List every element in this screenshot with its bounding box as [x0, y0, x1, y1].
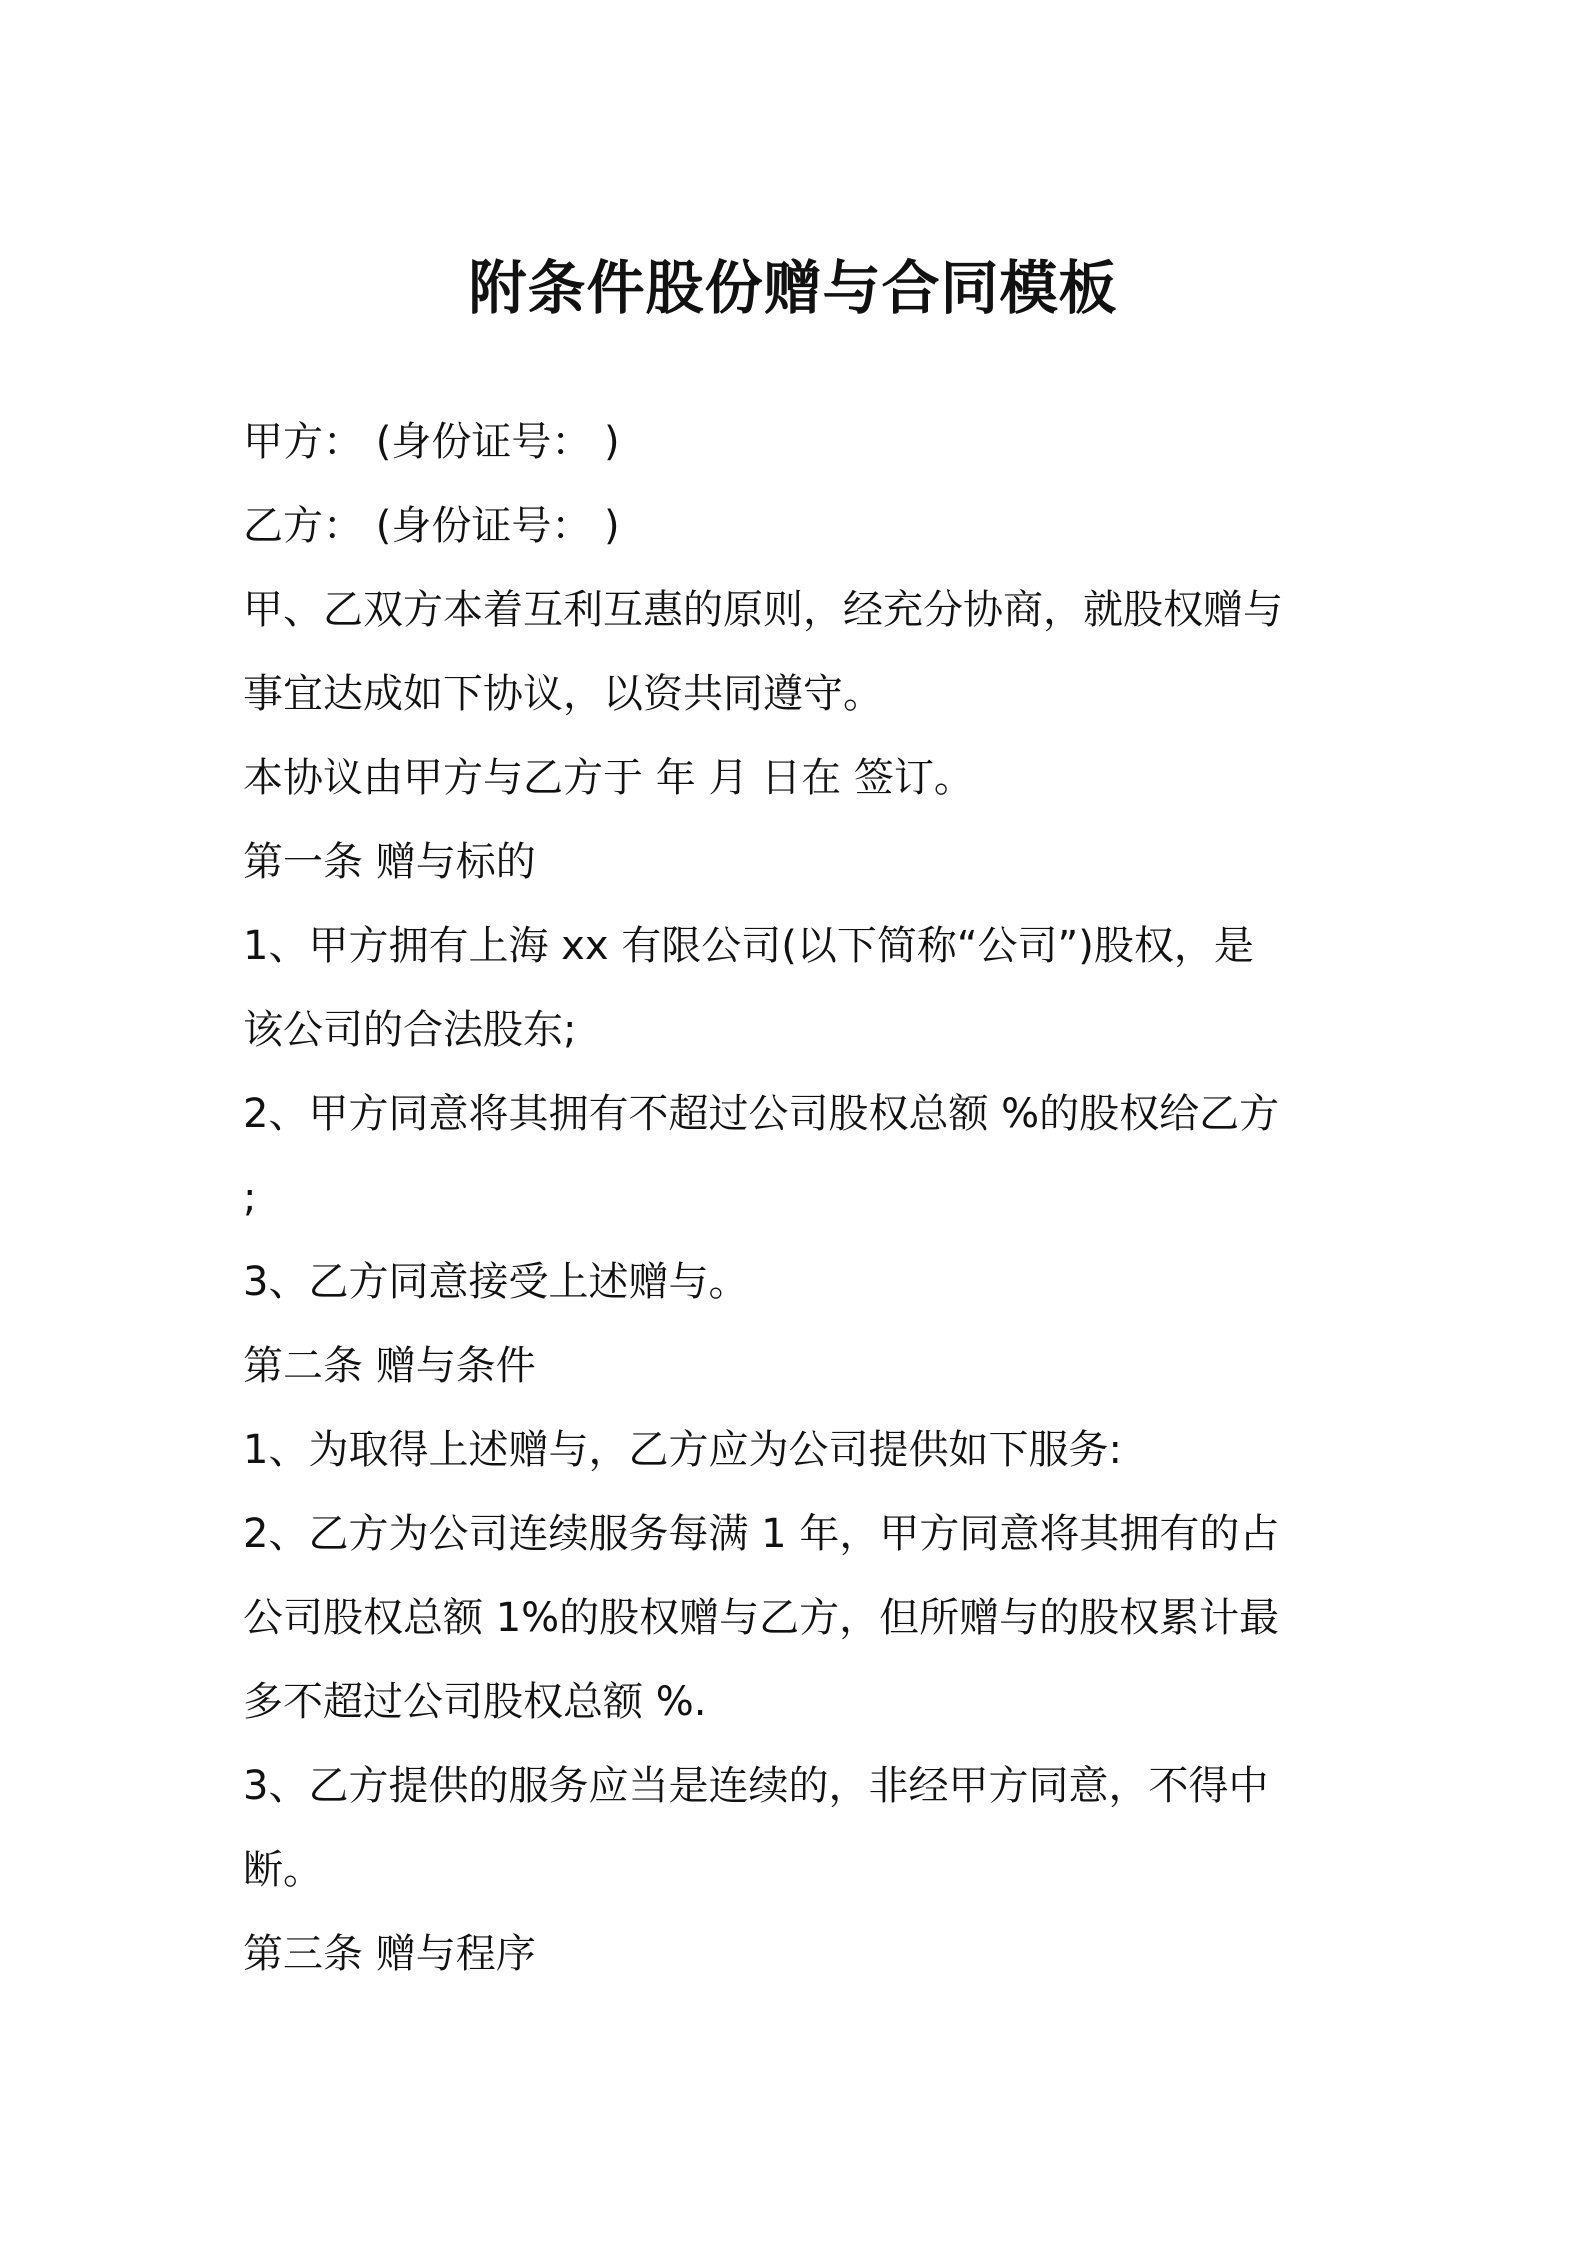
- article-1-heading: 第一条 赠与标的: [243, 839, 536, 885]
- article-2-item-3-line-2: 断。: [243, 1847, 323, 1893]
- article-1-item-2-line-2: ;: [243, 1175, 257, 1221]
- article-1-item-1-line-2: 该公司的合法股东;: [243, 1007, 577, 1053]
- article-2-item-2-line-2: 公司股权总额 1%的股权赠与乙方，但所赠与的股权累计最: [243, 1595, 1280, 1641]
- preamble-line-2: 事宜达成如下协议，以资共同遵守。: [243, 671, 883, 717]
- article-3-heading: 第三条 赠与程序: [243, 1931, 536, 1977]
- document-title: 附条件股份赠与合同模板: [468, 254, 1118, 322]
- article-1-item-1-line-1: 1、甲方拥有上海 xx 有限公司(以下简称“公司”)股权，是: [243, 923, 1254, 969]
- article-2-item-3-line-1: 3、乙方提供的服务应当是连续的，非经甲方同意，不得中: [243, 1763, 1269, 1809]
- article-2-item-1: 1、为取得上述赠与，乙方应为公司提供如下服务:: [243, 1427, 1122, 1473]
- party-b-line: 乙方： (身份证号： ): [243, 503, 620, 549]
- party-a-line: 甲方： (身份证号： ): [243, 419, 620, 465]
- article-1-item-3: 3、乙方同意接受上述赠与。: [243, 1259, 749, 1305]
- article-1-item-2-line-1: 2、甲方同意将其拥有不超过公司股权总额 %的股权给乙方: [243, 1091, 1280, 1137]
- article-2-item-2-line-3: 多不超过公司股权总额 %.: [243, 1679, 707, 1725]
- signing-line: 本协议由甲方与乙方于 年 月 日在 签订。: [243, 755, 974, 801]
- article-2-heading: 第二条 赠与条件: [243, 1343, 536, 1389]
- preamble-line-1: 甲、乙双方本着互利互惠的原则，经充分协商，就股权赠与: [243, 587, 1283, 633]
- article-2-item-2-line-1: 2、乙方为公司连续服务每满 1 年，甲方同意将其拥有的占: [243, 1511, 1280, 1557]
